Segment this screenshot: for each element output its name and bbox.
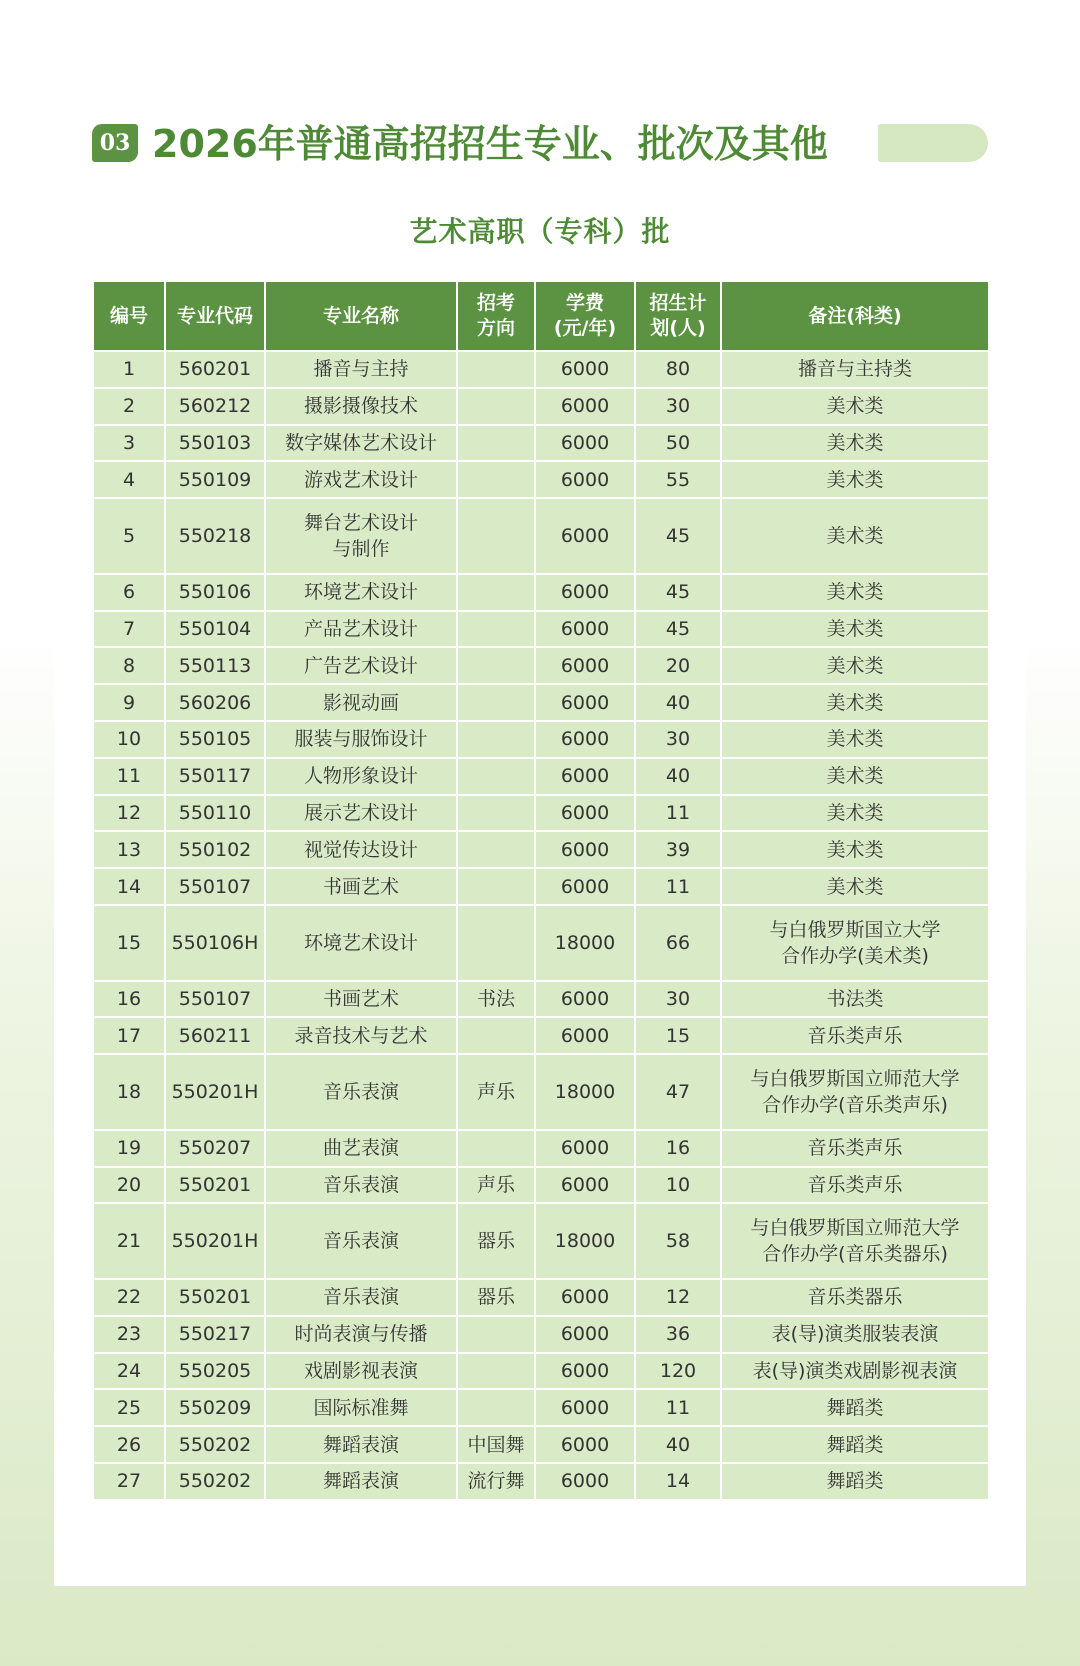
table-row [93, 1279, 989, 1316]
enrollment-plan: 36 [635, 1316, 721, 1353]
row-number: 27 [93, 1463, 165, 1500]
major-name: 服装与服饰设计 [265, 721, 457, 758]
col-header-number: 编号 [93, 281, 165, 351]
exam-direction [457, 1353, 535, 1390]
major-code: 550207 [165, 1130, 265, 1167]
exam-direction [457, 1130, 535, 1167]
table-row [93, 1130, 989, 1167]
table-row [93, 611, 989, 648]
tuition-fee: 6000 [535, 1130, 635, 1167]
tuition-fee: 6000 [535, 351, 635, 388]
major-code: 550110 [165, 795, 265, 832]
major-code: 550113 [165, 647, 265, 684]
major-code: 550201H [165, 1054, 265, 1130]
tuition-fee: 6000 [535, 831, 635, 868]
exam-direction [457, 425, 535, 462]
enrollment-plan: 66 [635, 905, 721, 981]
major-code: 550202 [165, 1426, 265, 1463]
col-header-direction: 招考 方向 [457, 281, 535, 351]
remark: 美术类 [721, 388, 989, 425]
major-name: 音乐表演 [265, 1054, 457, 1130]
table-row [93, 981, 989, 1018]
table-row [93, 1389, 989, 1426]
major-name: 人物形象设计 [265, 758, 457, 795]
table-row [93, 647, 989, 684]
major-code: 550117 [165, 758, 265, 795]
row-number: 24 [93, 1353, 165, 1390]
enrollment-plan: 45 [635, 574, 721, 611]
table-row [93, 831, 989, 868]
major-code: 550218 [165, 498, 265, 574]
exam-direction [457, 647, 535, 684]
row-number: 11 [93, 758, 165, 795]
major-code: 550201 [165, 1167, 265, 1204]
remark: 美术类 [721, 831, 989, 868]
remark: 美术类 [721, 461, 989, 498]
row-number: 20 [93, 1167, 165, 1204]
major-code: 550201 [165, 1279, 265, 1316]
enrollment-plan: 40 [635, 684, 721, 721]
major-code: 550106H [165, 905, 265, 981]
enrollment-plan: 11 [635, 1389, 721, 1426]
major-code: 550202 [165, 1463, 265, 1500]
major-code: 560201 [165, 351, 265, 388]
major-code: 560211 [165, 1017, 265, 1054]
remark: 表(导)演类服装表演 [721, 1316, 989, 1353]
exam-direction [457, 388, 535, 425]
table-row [93, 425, 989, 462]
section-header [92, 118, 988, 170]
major-name: 书画艺术 [265, 981, 457, 1018]
major-name: 舞蹈表演 [265, 1426, 457, 1463]
major-name: 音乐表演 [265, 1279, 457, 1316]
major-code: 550107 [165, 981, 265, 1018]
enrollment-plan: 14 [635, 1463, 721, 1500]
enrollment-plan: 45 [635, 611, 721, 648]
remark: 与白俄罗斯国立师范大学 合作办学(音乐类器乐) [721, 1203, 989, 1279]
major-name: 展示艺术设计 [265, 795, 457, 832]
major-name: 国际标准舞 [265, 1389, 457, 1426]
table-row [93, 721, 989, 758]
row-number: 22 [93, 1279, 165, 1316]
tuition-fee: 6000 [535, 868, 635, 905]
major-code: 550102 [165, 831, 265, 868]
tuition-fee: 6000 [535, 1017, 635, 1054]
major-name: 影视动画 [265, 684, 457, 721]
enrollment-plan: 30 [635, 981, 721, 1018]
table-row [93, 1017, 989, 1054]
enrollment-plan: 120 [635, 1353, 721, 1390]
exam-direction [457, 351, 535, 388]
tuition-fee: 6000 [535, 388, 635, 425]
row-number: 6 [93, 574, 165, 611]
tuition-fee: 6000 [535, 1389, 635, 1426]
row-number: 26 [93, 1426, 165, 1463]
row-number: 21 [93, 1203, 165, 1279]
tuition-fee: 6000 [535, 461, 635, 498]
remark: 书法类 [721, 981, 989, 1018]
major-name: 环境艺术设计 [265, 574, 457, 611]
remark: 音乐类器乐 [721, 1279, 989, 1316]
remark: 美术类 [721, 574, 989, 611]
exam-direction [457, 721, 535, 758]
table-row [93, 1167, 989, 1204]
tuition-fee: 6000 [535, 1353, 635, 1390]
exam-direction [457, 1017, 535, 1054]
exam-direction: 器乐 [457, 1203, 535, 1279]
row-number: 25 [93, 1389, 165, 1426]
tuition-fee: 6000 [535, 981, 635, 1018]
table-row [93, 1316, 989, 1353]
remark: 美术类 [721, 425, 989, 462]
enrollment-plan: 45 [635, 498, 721, 574]
major-name: 音乐表演 [265, 1203, 457, 1279]
row-number: 5 [93, 498, 165, 574]
enrollment-plan: 55 [635, 461, 721, 498]
exam-direction [457, 684, 535, 721]
major-name: 产品艺术设计 [265, 611, 457, 648]
major-name: 时尚表演与传播 [265, 1316, 457, 1353]
tuition-fee: 6000 [535, 721, 635, 758]
exam-direction [457, 498, 535, 574]
major-name: 录音技术与艺术 [265, 1017, 457, 1054]
table-row [93, 1054, 989, 1130]
tuition-fee: 6000 [535, 1279, 635, 1316]
major-name: 数字媒体艺术设计 [265, 425, 457, 462]
major-code: 550105 [165, 721, 265, 758]
exam-direction: 声乐 [457, 1054, 535, 1130]
exam-direction [457, 1389, 535, 1426]
enrollment-plan: 30 [635, 721, 721, 758]
remark: 美术类 [721, 721, 989, 758]
row-number: 18 [93, 1054, 165, 1130]
table-row [93, 684, 989, 721]
title-decoration-bar [878, 124, 988, 162]
table-row [93, 868, 989, 905]
table-row [93, 1426, 989, 1463]
table-row [93, 351, 989, 388]
table-row [93, 498, 989, 574]
row-number: 15 [93, 905, 165, 981]
remark: 音乐类声乐 [721, 1167, 989, 1204]
exam-direction [457, 574, 535, 611]
enrollment-plan: 58 [635, 1203, 721, 1279]
major-name: 曲艺表演 [265, 1130, 457, 1167]
remark: 美术类 [721, 684, 989, 721]
table-row [93, 1353, 989, 1390]
major-code: 550201H [165, 1203, 265, 1279]
major-name: 广告艺术设计 [265, 647, 457, 684]
exam-direction [457, 611, 535, 648]
batch-subtitle: 艺术高职（专科）批 [409, 215, 671, 248]
enrollment-plan: 20 [635, 647, 721, 684]
table-row [93, 574, 989, 611]
row-number: 1 [93, 351, 165, 388]
remark: 美术类 [721, 498, 989, 574]
tuition-fee: 6000 [535, 795, 635, 832]
table-body [93, 351, 989, 1500]
row-number: 19 [93, 1130, 165, 1167]
enrollment-plan: 40 [635, 1426, 721, 1463]
row-number: 12 [93, 795, 165, 832]
exam-direction [457, 831, 535, 868]
tuition-fee: 6000 [535, 425, 635, 462]
tuition-fee: 6000 [535, 1167, 635, 1204]
major-code: 560212 [165, 388, 265, 425]
enrollment-plan: 80 [635, 351, 721, 388]
major-code: 550109 [165, 461, 265, 498]
table-row [93, 388, 989, 425]
remark: 舞蹈类 [721, 1426, 989, 1463]
remark: 美术类 [721, 758, 989, 795]
col-header-plan: 招生计 划(人) [635, 281, 721, 351]
remark: 舞蹈类 [721, 1463, 989, 1500]
remark: 美术类 [721, 868, 989, 905]
col-header-name: 专业名称 [265, 281, 457, 351]
remark: 美术类 [721, 795, 989, 832]
row-number: 9 [93, 684, 165, 721]
col-header-code: 专业代码 [165, 281, 265, 351]
major-code: 550217 [165, 1316, 265, 1353]
page-title: 2026年普通高招招生专业、批次及其他 [152, 122, 828, 166]
major-code: 550209 [165, 1389, 265, 1426]
exam-direction: 书法 [457, 981, 535, 1018]
major-code: 550107 [165, 868, 265, 905]
enrollment-plan: 15 [635, 1017, 721, 1054]
table-row [93, 1463, 989, 1500]
exam-direction [457, 461, 535, 498]
row-number: 8 [93, 647, 165, 684]
table-row [93, 795, 989, 832]
enrollment-table [92, 280, 990, 1501]
major-name: 游戏艺术设计 [265, 461, 457, 498]
major-name: 戏剧影视表演 [265, 1353, 457, 1390]
row-number: 7 [93, 611, 165, 648]
tuition-fee: 6000 [535, 574, 635, 611]
table-row [93, 1203, 989, 1279]
exam-direction: 声乐 [457, 1167, 535, 1204]
enrollment-plan: 39 [635, 831, 721, 868]
remark: 表(导)演类戏剧影视表演 [721, 1353, 989, 1390]
exam-direction [457, 795, 535, 832]
exam-direction [457, 868, 535, 905]
enrollment-plan: 12 [635, 1279, 721, 1316]
remark: 播音与主持类 [721, 351, 989, 388]
major-code: 550104 [165, 611, 265, 648]
exam-direction [457, 758, 535, 795]
remark: 美术类 [721, 611, 989, 648]
tuition-fee: 6000 [535, 1426, 635, 1463]
remark: 舞蹈类 [721, 1389, 989, 1426]
row-number: 16 [93, 981, 165, 1018]
exam-direction [457, 905, 535, 981]
major-code: 550205 [165, 1353, 265, 1390]
table-row [93, 905, 989, 981]
exam-direction: 中国舞 [457, 1426, 535, 1463]
enrollment-plan: 11 [635, 868, 721, 905]
enrollment-plan: 40 [635, 758, 721, 795]
major-code: 560206 [165, 684, 265, 721]
table-header-row [93, 281, 989, 351]
enrollment-plan: 30 [635, 388, 721, 425]
tuition-fee: 6000 [535, 684, 635, 721]
row-number: 23 [93, 1316, 165, 1353]
row-number: 14 [93, 868, 165, 905]
row-number: 3 [93, 425, 165, 462]
tuition-fee: 18000 [535, 1054, 635, 1130]
exam-direction: 流行舞 [457, 1463, 535, 1500]
row-number: 17 [93, 1017, 165, 1054]
tuition-fee: 18000 [535, 1203, 635, 1279]
remark: 与白俄罗斯国立师范大学 合作办学(音乐类声乐) [721, 1054, 989, 1130]
enrollment-plan: 47 [635, 1054, 721, 1130]
major-name: 舞蹈表演 [265, 1463, 457, 1500]
major-code: 550106 [165, 574, 265, 611]
remark: 美术类 [721, 647, 989, 684]
row-number: 10 [93, 721, 165, 758]
major-name: 音乐表演 [265, 1167, 457, 1204]
col-header-fee: 学费 (元/年) [535, 281, 635, 351]
remark: 与白俄罗斯国立大学 合作办学(美术类) [721, 905, 989, 981]
tuition-fee: 6000 [535, 1316, 635, 1353]
enrollment-plan: 11 [635, 795, 721, 832]
exam-direction: 器乐 [457, 1279, 535, 1316]
table-row [93, 461, 989, 498]
major-name: 视觉传达设计 [265, 831, 457, 868]
tuition-fee: 6000 [535, 498, 635, 574]
enrollment-plan: 16 [635, 1130, 721, 1167]
major-name: 环境艺术设计 [265, 905, 457, 981]
tuition-fee: 6000 [535, 647, 635, 684]
enrollment-plan: 50 [635, 425, 721, 462]
row-number: 4 [93, 461, 165, 498]
table-row [93, 758, 989, 795]
major-name: 书画艺术 [265, 868, 457, 905]
tuition-fee: 6000 [535, 611, 635, 648]
row-number: 13 [93, 831, 165, 868]
row-number: 2 [93, 388, 165, 425]
tuition-fee: 18000 [535, 905, 635, 981]
major-code: 550103 [165, 425, 265, 462]
major-name: 播音与主持 [265, 351, 457, 388]
tuition-fee: 6000 [535, 1463, 635, 1500]
col-header-note: 备注(科类) [721, 281, 989, 351]
section-number-badge: 03 [92, 124, 138, 162]
major-name: 舞台艺术设计 与制作 [265, 498, 457, 574]
exam-direction [457, 1316, 535, 1353]
major-name: 摄影摄像技术 [265, 388, 457, 425]
remark: 音乐类声乐 [721, 1017, 989, 1054]
tuition-fee: 6000 [535, 758, 635, 795]
enrollment-plan: 10 [635, 1167, 721, 1204]
remark: 音乐类声乐 [721, 1130, 989, 1167]
